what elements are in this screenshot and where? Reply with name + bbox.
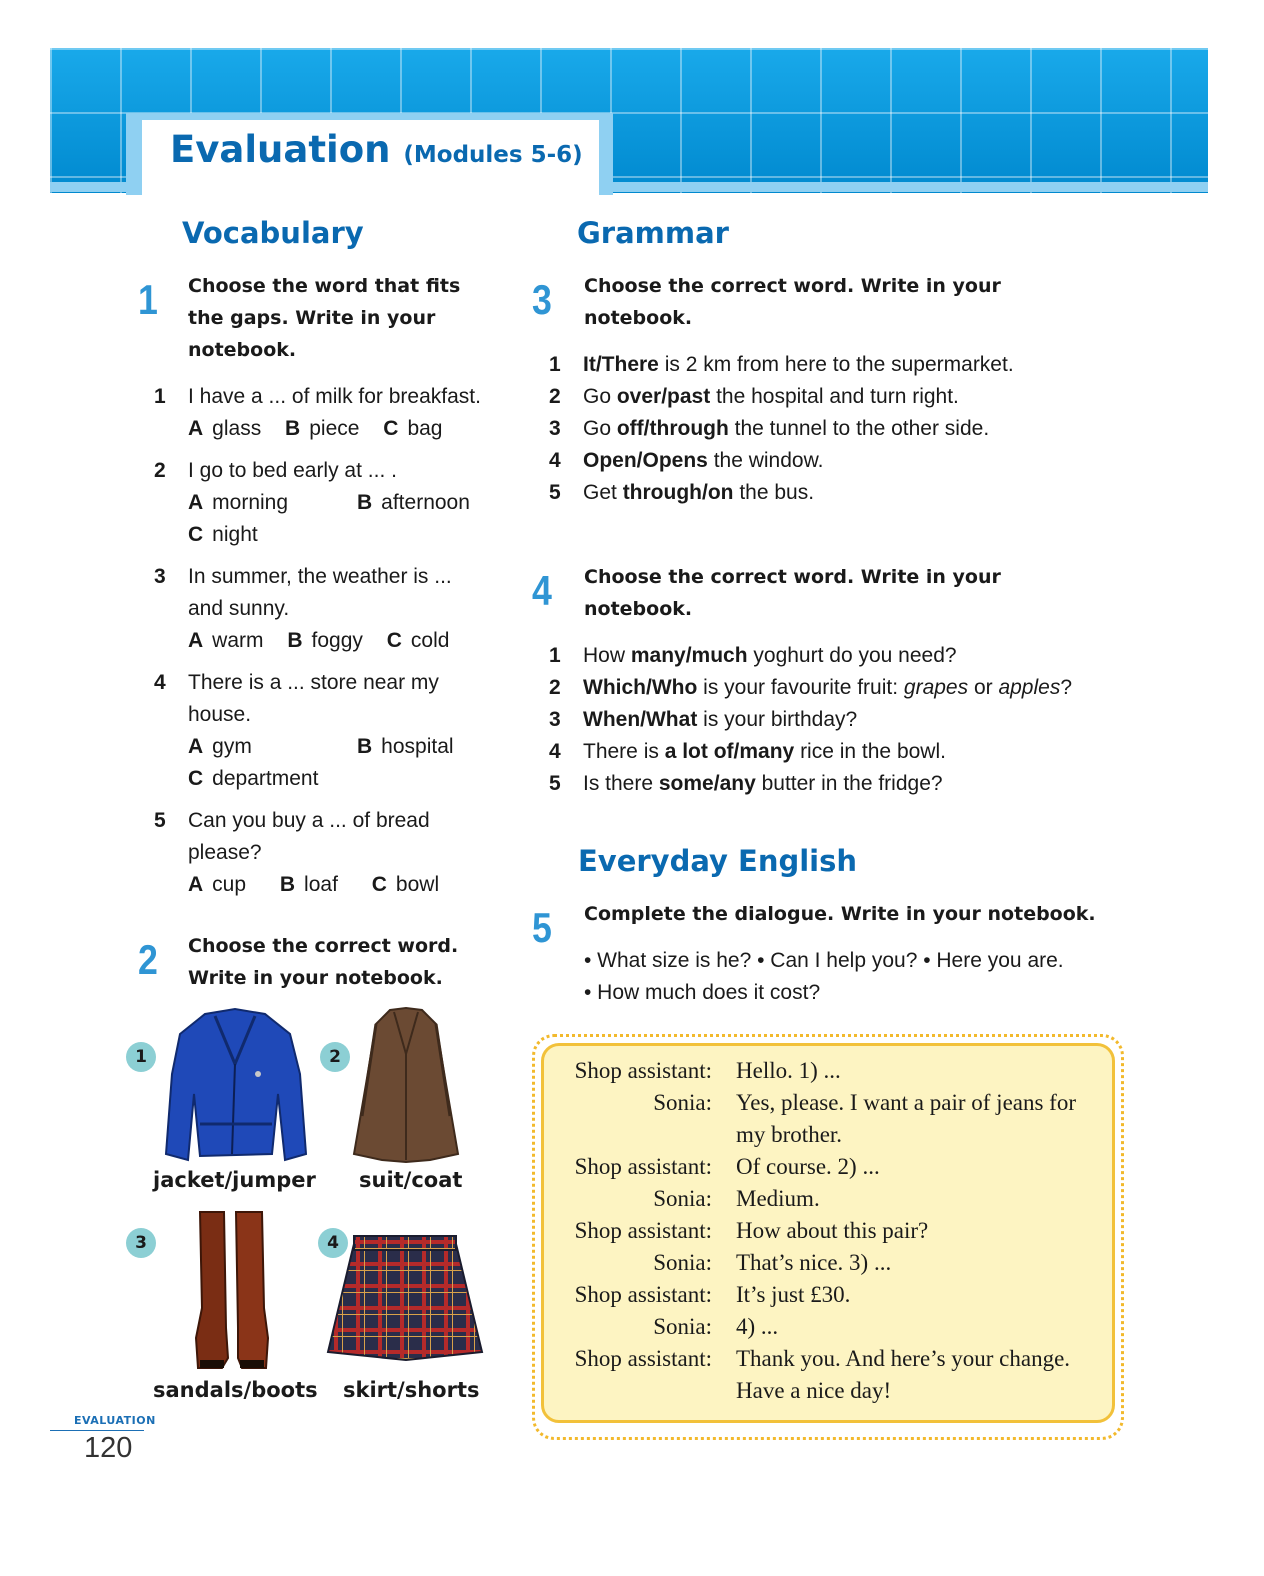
option-text: bag	[407, 417, 443, 440]
exercise-4-list	[549, 640, 1109, 800]
option-text: bowl	[395, 873, 440, 896]
choice-words: many/much	[630, 644, 748, 667]
item-number: 5	[154, 809, 166, 832]
item-text: the tunnel to the other side.	[728, 417, 990, 440]
item-text: Go	[583, 417, 617, 440]
item-number: 3	[549, 417, 561, 440]
list-item	[154, 381, 504, 413]
page-number: 120	[84, 1432, 133, 1464]
picture-badge-1: 1	[126, 1042, 156, 1072]
grammar-heading: Grammar	[577, 216, 729, 250]
exercise-3-instructions	[584, 270, 1114, 334]
item-options	[154, 731, 504, 763]
list-item	[549, 736, 1109, 768]
option-letter: B	[357, 735, 373, 758]
speaker: Shop assistant:	[574, 1154, 712, 1179]
dialogue-row	[544, 1311, 1104, 1343]
dialogue-line: Yes, please. I want a pair of jeans for my brother.	[736, 1090, 1077, 1147]
instr-line: notebook.	[188, 339, 297, 361]
dialogue-line: Hello. 1) ...	[736, 1058, 841, 1083]
option-letter: A	[188, 735, 204, 758]
option-letter: A	[188, 417, 204, 440]
item-text: and sunny.	[188, 597, 290, 620]
item-text: Is there	[583, 772, 659, 795]
option-text: gym	[212, 735, 252, 758]
item-options	[154, 763, 504, 795]
vocabulary-heading: Vocabulary	[182, 216, 364, 250]
list-item	[154, 455, 504, 487]
item-text: I have a ... of milk for breakfast.	[188, 385, 481, 408]
option-letter: A	[188, 629, 204, 652]
italic-word: grapes	[903, 676, 969, 699]
item-options	[154, 625, 504, 657]
option-letter: A	[188, 491, 204, 514]
item-text: ?	[1060, 676, 1073, 699]
dialogue-row	[544, 1279, 1104, 1311]
speaker: Shop assistant:	[574, 1218, 712, 1243]
list-item	[549, 349, 1109, 381]
dialogue-line: Of course. 2) ...	[736, 1154, 880, 1179]
dialogue-row	[544, 1055, 1104, 1087]
exercise-4-number: 4	[532, 567, 552, 614]
option-letter: B	[279, 873, 296, 896]
choice-words: over/past	[616, 385, 711, 408]
item-number: 1	[154, 385, 166, 408]
instr-line: Choose the correct word. Write in your	[584, 275, 1001, 297]
speaker: Shop assistant:	[574, 1058, 712, 1083]
item-number: 2	[549, 676, 561, 699]
list-item	[549, 381, 1109, 413]
choice-words: Which/Who	[583, 676, 698, 699]
dialogue-row	[544, 1151, 1104, 1183]
item-text: the bus.	[733, 481, 815, 504]
item-text: rice in the bowl.	[794, 740, 946, 763]
option-text: loaf	[304, 873, 338, 896]
choice-words: When/What	[583, 708, 698, 731]
list-item-continued	[154, 593, 504, 625]
option-letter: C	[386, 629, 402, 652]
list-item-continued	[154, 699, 504, 731]
item-number: 4	[549, 449, 561, 472]
exercise-3-list	[549, 349, 1109, 509]
picture-caption-1: jacket/jumper	[153, 1168, 316, 1192]
option-text: piece	[309, 417, 360, 440]
item-text: There is a ... store near my	[188, 671, 439, 694]
choice-words: off/through	[616, 417, 729, 440]
item-options	[154, 519, 504, 551]
footer-label: EVALUATION	[74, 1414, 156, 1427]
item-text: There is	[583, 740, 665, 763]
option-letter: B	[287, 629, 303, 652]
skirt-picture	[326, 1232, 484, 1362]
option-text: night	[212, 523, 258, 546]
page-title	[170, 128, 583, 171]
option-letter: C	[188, 767, 204, 790]
item-text: Can you buy a ... of bread	[188, 809, 430, 832]
item-text: please?	[188, 841, 262, 864]
dialogue-row	[544, 1183, 1104, 1215]
speaker: Shop assistant:	[574, 1346, 712, 1371]
everyday-english-heading: Everyday English	[578, 844, 858, 878]
exercise-5-instructions: Complete the dialogue. Write in your notebook.	[584, 903, 1096, 925]
jacket-picture	[160, 1004, 310, 1166]
dialogue-lines	[544, 1055, 1104, 1407]
option-text: department	[212, 767, 319, 790]
title-subtitle: (Modules 5-6)	[403, 142, 583, 168]
option-letter: B	[357, 491, 373, 514]
option-text: cup	[212, 873, 247, 896]
dialogue-row	[544, 1215, 1104, 1247]
item-text: In summer, the weather is ...	[188, 565, 452, 588]
picture-caption-3: sandals/boots	[153, 1378, 318, 1402]
picture-badge-4: 4	[318, 1228, 348, 1258]
exercise-3-number: 3	[532, 276, 552, 323]
item-options	[154, 413, 504, 445]
dialogue-line: That’s nice. 3) ...	[736, 1250, 892, 1275]
option-text: foggy	[311, 629, 363, 652]
list-item	[154, 667, 504, 699]
choice-words: Open/Opens	[583, 449, 708, 472]
picture-badge-2: 2	[320, 1042, 350, 1072]
instr-line: the gaps. Write in your	[188, 307, 436, 329]
list-item-continued	[154, 837, 504, 869]
list-item	[549, 704, 1109, 736]
item-number: 2	[549, 385, 561, 408]
item-number: 1	[549, 353, 561, 376]
item-text: How	[583, 644, 631, 667]
option-text: afternoon	[381, 491, 470, 514]
option-text: warm	[212, 629, 264, 652]
item-number: 2	[154, 459, 166, 482]
option-letter: A	[188, 873, 204, 896]
list-item	[154, 561, 504, 593]
item-number: 1	[549, 644, 561, 667]
item-number: 3	[154, 565, 166, 588]
dialogue-line: Thank you. And here’s your change. Have a nice day!	[736, 1346, 1071, 1403]
item-text: the hospital and turn right.	[710, 385, 959, 408]
exercise-5-number: 5	[532, 904, 552, 951]
dialogue-line: 4) ...	[736, 1314, 779, 1339]
dialogue-line: How about this pair?	[736, 1218, 929, 1243]
dialogue-line: It’s just £30.	[736, 1282, 851, 1307]
speaker: Sonia:	[653, 1250, 712, 1275]
speaker: Sonia:	[653, 1186, 712, 1211]
instr-line: notebook.	[584, 598, 693, 620]
speaker: Shop assistant:	[574, 1282, 712, 1307]
item-text: is your birthday?	[697, 708, 858, 731]
item-number: 5	[549, 481, 561, 504]
title-text: Evaluation	[170, 128, 391, 171]
boots-picture	[192, 1208, 272, 1372]
option-letter: C	[383, 417, 399, 440]
speaker: Sonia:	[653, 1090, 712, 1115]
item-number: 3	[549, 708, 561, 731]
item-number: 5	[549, 772, 561, 795]
dialogue-line: Medium.	[736, 1186, 820, 1211]
item-text: house.	[188, 703, 252, 726]
option-letter: C	[188, 523, 204, 546]
item-text: Get	[583, 481, 623, 504]
list-item	[549, 445, 1109, 477]
choice-words: It/There	[583, 353, 659, 376]
speaker: Sonia:	[653, 1314, 712, 1339]
item-text: is 2 km from here to the supermarket.	[658, 353, 1014, 376]
picture-badge-3: 3	[126, 1228, 156, 1258]
list-item	[154, 805, 504, 837]
option-text: cold	[410, 629, 450, 652]
list-item	[549, 477, 1109, 509]
options-line: • How much does it cost?	[584, 981, 821, 1004]
choice-words: through/on	[622, 481, 734, 504]
dialogue-row	[544, 1343, 1104, 1407]
item-text: I go to bed early at ... .	[188, 459, 397, 482]
option-text: morning	[212, 491, 289, 514]
picture-caption-4: skirt/shorts	[343, 1378, 480, 1402]
dialogue-row	[544, 1087, 1104, 1151]
option-text: glass	[212, 417, 262, 440]
instr-line: Choose the word that fits	[188, 275, 461, 297]
picture-caption-2: suit/coat	[359, 1168, 463, 1192]
italic-word: apples	[998, 676, 1061, 699]
instr-line: Write in your notebook.	[188, 967, 443, 989]
item-options	[154, 487, 504, 519]
item-text: yoghurt do you need?	[747, 644, 957, 667]
coat-picture	[350, 1004, 462, 1164]
instr-line: notebook.	[584, 307, 693, 329]
item-number: 4	[154, 671, 166, 694]
item-text: Go	[583, 385, 617, 408]
item-text: or	[968, 676, 999, 699]
instr-line: Choose the correct word.	[188, 935, 459, 957]
option-letter: C	[371, 873, 387, 896]
dialogue-box	[541, 1043, 1115, 1423]
list-item	[549, 768, 1109, 800]
option-letter: B	[285, 417, 301, 440]
footer-divider	[50, 1430, 144, 1431]
item-number: 4	[549, 740, 561, 763]
option-text: hospital	[381, 735, 454, 758]
list-item	[549, 672, 1109, 704]
item-text: butter in the fridge?	[755, 772, 943, 795]
instr-line: Choose the correct word. Write in your	[584, 566, 1001, 588]
dialogue-row	[544, 1247, 1104, 1279]
item-text: the window.	[707, 449, 824, 472]
exercise-4-instructions	[584, 561, 1114, 625]
item-options	[154, 869, 504, 901]
choice-words: a lot of/many	[664, 740, 795, 763]
item-text: is your favourite fruit:	[697, 676, 904, 699]
choice-words: some/any	[658, 772, 756, 795]
exercise-1-number: 1	[138, 276, 158, 323]
list-item	[549, 413, 1109, 445]
options-line: • What size is he? • Can I help you? • Here you are.	[584, 949, 1064, 972]
exercise-2-instructions	[188, 930, 508, 994]
exercise-5-options	[584, 945, 1144, 1009]
exercise-1-instructions	[188, 270, 498, 366]
list-item	[549, 640, 1109, 672]
exercise-2-number: 2	[138, 936, 158, 983]
exercise-1-list	[154, 381, 504, 901]
